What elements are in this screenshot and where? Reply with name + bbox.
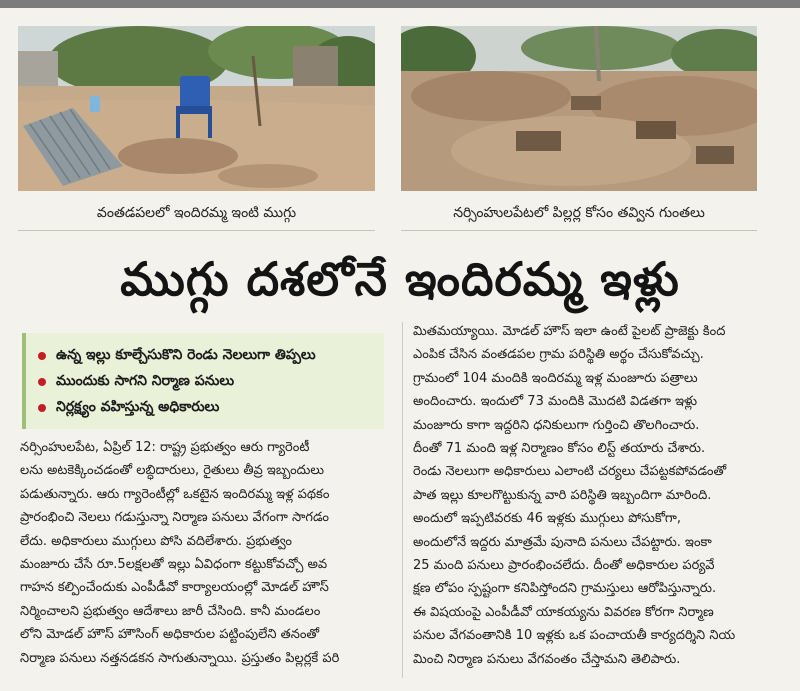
highlight-text: ముందుకు సాగని నిర్మాణ పనులు [56,372,235,389]
article-line: దీంతో 71 మంది ఇళ్ల నిర్మాణం కోసం లిస్ట్ తయారు చేశారు. [413,441,706,457]
article-line: గాహన కల్పించేందుకు ఎంపీడీవో కార్యాలయంల్లో మోడల్ హౌస్ [20,580,329,596]
article-line: మితమయ్యాయి. మోడల్ హౌస్ ఇలా ఉంటే పైలట్ ప్రాజెక్టు కింద [413,324,726,339]
article-line: పాత ఇల్లు కూలగొట్టుకున్న వారి పరిస్థితి ఇబ్బందిగా మారింది. [413,487,712,503]
article-line: 25 మంది పనులు ప్రారంభించలేదు. దీంతో అధికారుల పర్యవే [413,558,715,574]
article-line: అందులో ఇప్పటివరకు 46 ఇళ్లకు ముగ్గులు పోసుకోగా, [413,511,681,527]
article-line: పనుల వేగవంతానికి 10 ఇళ్లకు ఒక పంచాయతీ కార్యదర్శిని నియ [413,628,736,644]
article-line: మంజూరు కాగా ఇద్దరిని ధనికులుగా గుర్తించి తొలగించారు. [413,417,700,433]
article-line: నర్సింహులపేట, ఏప్రిల్ 12: రాష్ట్ర ప్రభుత్వం ఆరు గ్యారెంటీ [20,440,310,455]
column-divider [402,322,403,678]
highlight-item [38,369,374,395]
article-line: నిర్మాణ పనులు నత్తనడకన సాగుతున్నాయి. ప్రస్తుతం పిల్లర్లకే పరి [20,650,340,666]
headline: ముగ్గు దశలోనే ఇందిరమ్మ ఇళ్లు [120,252,680,306]
highlight-item [38,395,374,421]
article-line: అందించారు. ఇందులో 73 మందికి మొదటి విడతగా ఇళ్లు [413,394,698,410]
article-line: పడుతున్నారు. ఆరు గ్యారెంటీల్లో ఒకటైన ఇందిరమ్మ ఇళ్ల పథకం [20,486,330,502]
article-line: క్షణ లోపం స్పష్టంగా కనిపిస్తోందని గ్రామస్తులు ఆరోపిస్తున్నారు. [413,581,717,597]
highlight-text: ఉన్న ఇల్లు కూల్చేసుకొని రెండు నెలలుగా తిప్పలు [56,346,316,363]
article-line: మంజూరు చేసే రూ.5లక్షలతో ఇల్లు ఏవిధంగా కట్టుకోవచ్చో అవ [20,557,328,573]
article-line: మించి నిర్మాణ పనులు వేగవంతం చేస్తామని తెలిపారు. [413,651,681,667]
article-line: ప్రారంభించి నెలలు గడుస్తున్నా నిర్మాణ పనులు వేగంగా సాగడం [20,510,330,526]
photo-pillar-pits [401,26,757,191]
article-line: లోని మోడల్ హౌస్ హౌసింగ్ అధికారుల పట్టింపులేని తనంతో [20,627,320,643]
article-line: అందులోనే ఇద్దరు మాత్రమే పునాది పనులు చేపట్టారు. ఇంకా [413,534,712,550]
article-line: ఎంపిక చేసిన వంతడపల గ్రామ పరిస్థితి అర్థం చేసుకోవచ్చు. [413,347,704,363]
highlight-item [38,343,374,369]
article-column-left [20,436,394,670]
article-line: నిర్మించాలని ప్రభుత్వం ఆదేశాలు జారీ చేసింది. కానీ మండలం [20,603,321,619]
article-column-right [413,320,759,671]
bullet-icon [38,352,46,360]
bullet-icon [38,378,46,386]
photo-caption-right: నర్సింహులపేటలో పిల్లర్ల కోసం తవ్విన గుంతలు [401,196,757,231]
article-line: లేదు. అధికారులు ముగ్గులు పోసి వదిలేశారు. ప్రభుత్వం [20,533,292,549]
article-line: రెండు నెలలుగా అధికారులు ఎలాంటి చర్యలు చేపట్టకపోవడంతో [413,464,727,480]
photo-caption-left: వంతడపలలో ఇందిరమ్మ ఇంటి ముగ్గు [18,196,375,231]
highlight-text: నిర్లక్ష్యం వహిస్తున్న అధికారులు [56,398,220,415]
article-line: గ్రామంలో 104 మందికి ఇందిరమ్మ ఇళ్ల మంజూరు పత్రాలు [413,370,698,386]
article-line: లను అటకెక్కించడంతో లబ్ధిదారులు, రైతులు తీవ్ర ఇబ్బందులు [20,463,325,479]
top-border [0,0,800,8]
photo-house-foundation-marking [18,26,375,191]
highlights-box [22,333,384,429]
article-line: ఈ విషయంపై ఎంపీడీవో యాకయ్యను వివరణ కోరగా నిర్మాణ [413,604,714,620]
bullet-icon [38,404,46,412]
